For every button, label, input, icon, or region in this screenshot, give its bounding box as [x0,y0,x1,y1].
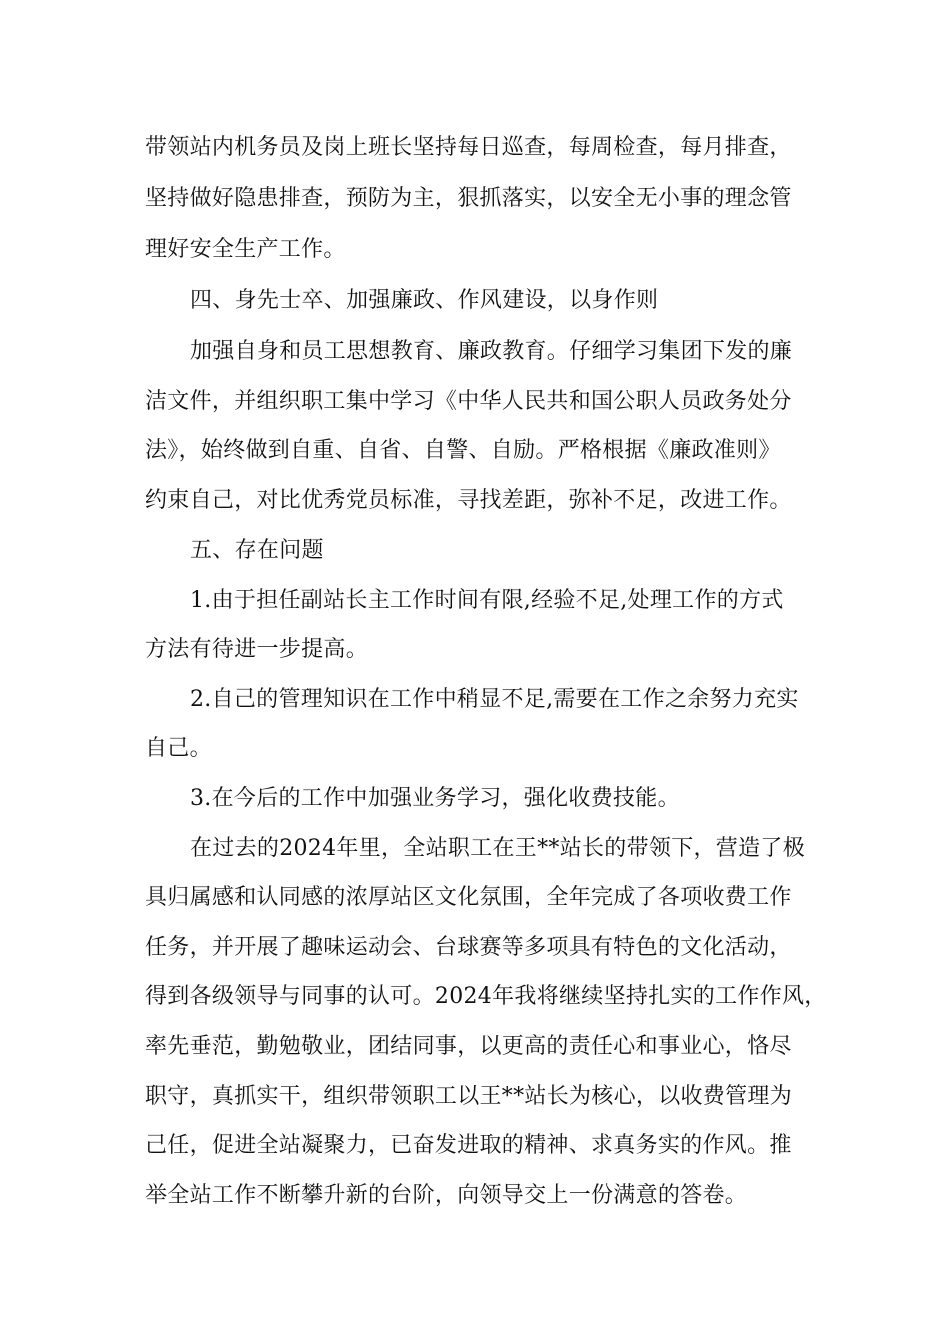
text-line: 在过去的2024年里，全站职工在王**站长的带领下，营造了极 [190,836,805,861]
list-item: 3.在今后的工作中加强业务学习，强化收费技能。 [190,786,680,811]
text-line: 方法有待进一步提高。 [145,637,369,662]
text-line: 自己。 [145,736,212,761]
section-heading: 四、身先士卒、加强廉政、作风建设，以身作则 [190,288,659,313]
text-line: 举全站工作不断攀升新的台阶，向领导交上一份满意的答卷。 [145,1183,748,1208]
list-item: 1.由于担任副站长主工作时间有限,经验不足,处理工作的方式 [190,588,784,613]
text-line: 理好安全生产工作。 [145,237,346,262]
text-line: 率先垂范，勤勉敬业，团结同事，以更高的责任心和事业心，恪尽 [145,1034,792,1059]
text-line: 具归属感和认同感的浓厚站区文化氛围，全年完成了各项收费工作 [145,885,792,910]
text-line: 约束自己，对比优秀党员标准，寻找差距，弥补不足，改进工作。 [145,488,792,513]
text-line: 法》，始终做到自重、自省、自警、自励。严格根据《廉政准则》 [145,438,781,463]
list-item: 2.自己的管理知识在工作中稍显不足,需要在工作之余努力充实 [190,687,799,712]
text-line: 得到各级领导与同事的认可。2024年我将继续坚持扎实的工作作风， [145,984,827,1009]
text-line: 任务，并开展了趣味运动会、台球赛等多项具有特色的文化活动， [145,935,792,960]
section-heading: 五、存在问题 [190,538,324,563]
text-line: 加强自身和员工思想教育、廉政教育。仔细学习集团下发的廉 [190,339,793,364]
text-line: 带领站内机务员及岗上班长坚持每日巡查，每周检查，每月排查， [145,135,792,160]
text-line: 己任，促进全站凝聚力，已奋发进取的精神、求真务实的作风。推 [145,1133,792,1158]
text-line: 职守，真抓实干，组织带领职工以王**站长为核心，以收费管理为 [145,1084,793,1109]
text-line: 洁文件，并组织职工集中学习《中华人民共和国公职人员政务处分 [145,389,792,414]
text-line: 坚持做好隐患排查，预防为主，狠抓落实，以安全无小事的理念管 [145,186,792,211]
